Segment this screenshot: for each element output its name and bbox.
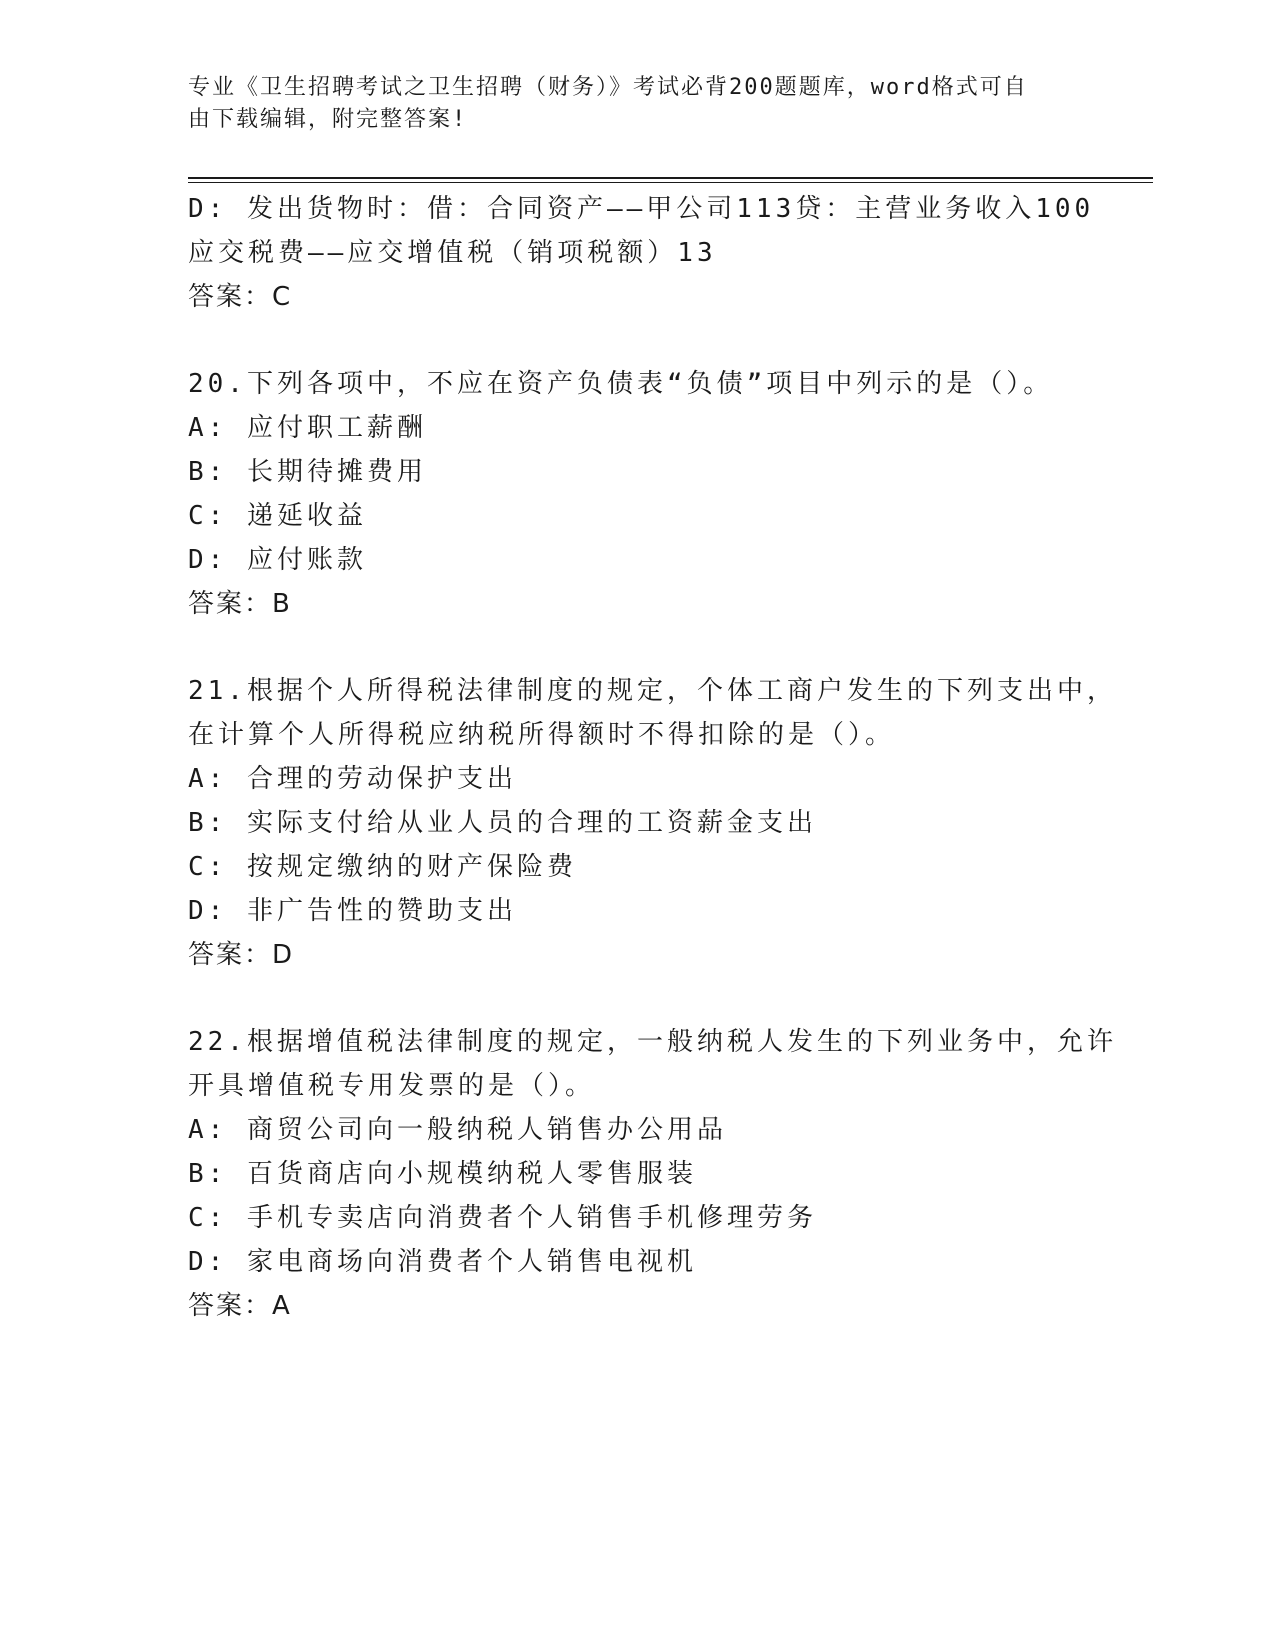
q20-stem-line-1: 20.下列各项中，不应在资产负债表“负债”项目中列示的是（）。 bbox=[188, 369, 1054, 399]
prev-option-d-line-1: D: 发出货物时：借：合同资产——甲公司113贷：主营业务收入100 bbox=[188, 194, 1095, 224]
q21-option-b: B: 实际支付给从业人员的合理的工资薪金支出 bbox=[188, 808, 817, 838]
q22-option-b: B: 百货商店向小规模纳税人零售服装 bbox=[188, 1159, 697, 1189]
q20-option-c: C: 递延收益 bbox=[188, 501, 367, 531]
prev-option-d-line-2: 应交税费——应交增值税（销项税额）13 bbox=[188, 238, 717, 268]
header-divider-thin bbox=[188, 182, 1153, 183]
q20-option-b: B: 长期待摊费用 bbox=[188, 457, 427, 487]
q20-option-a: A: 应付职工薪酬 bbox=[188, 413, 427, 443]
q21-option-d: D: 非广告性的赞助支出 bbox=[188, 896, 517, 926]
q22-answer: 答案：A bbox=[188, 1291, 292, 1321]
header-line-1: 专业《卫生招聘考试之卫生招聘（财务）》考试必背200题题库，word格式可自 bbox=[188, 75, 1028, 100]
q21-option-a: A: 合理的劳动保护支出 bbox=[188, 764, 517, 794]
q21-answer: 答案：D bbox=[188, 940, 295, 970]
header-line-2: 由下载编辑，附完整答案! bbox=[188, 107, 468, 132]
q21-stem-line-2: 在计算个人所得税应纳税所得额时不得扣除的是（）。 bbox=[188, 720, 896, 750]
q22-option-d: D: 家电商场向消费者个人销售电视机 bbox=[188, 1247, 697, 1277]
header-divider-thick bbox=[188, 177, 1153, 179]
q21-stem-line-1: 21.根据个人所得税法律制度的规定，个体工商户发生的下列支出中， bbox=[188, 676, 1117, 706]
q21-option-c: C: 按规定缴纳的财产保险费 bbox=[188, 852, 577, 882]
prev-answer: 答案：C bbox=[188, 282, 293, 312]
q22-stem-line-2: 开具增值税专用发票的是（）。 bbox=[188, 1071, 596, 1101]
document-header bbox=[188, 72, 1068, 136]
q20-option-d: D: 应付账款 bbox=[188, 545, 367, 575]
q22-stem-line-1: 22.根据增值税法律制度的规定，一般纳税人发生的下列业务中，允许 bbox=[188, 1027, 1117, 1057]
q20-answer: 答案：B bbox=[188, 589, 292, 619]
q22-option-a: A: 商贸公司向一般纳税人销售办公用品 bbox=[188, 1115, 727, 1145]
q22-option-c: C: 手机专卖店向消费者个人销售手机修理劳务 bbox=[188, 1203, 817, 1233]
